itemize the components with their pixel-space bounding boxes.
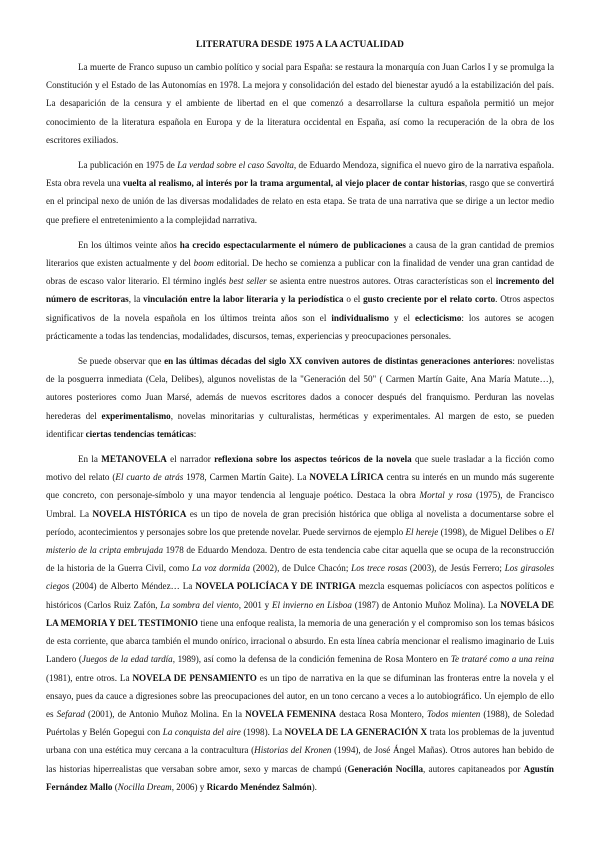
italic-title: La voz dormida <box>191 563 251 574</box>
text-run: (1987) de Antonio Muñoz Molina). La <box>351 599 501 610</box>
text-run: : novelistas de la posguerra inmediata (Cela, Delibes), algunos novelistas de la "Generación del 50" ( Carmen Martín Gaite, Ana María Matute…), autores posteriores como Juan Marsé, además de nuevos escritores dados a conocer después del franquismo. Perduran las novelas herederas del <box>46 356 555 421</box>
text-run: (2004) de Alberto Méndez… La <box>69 581 196 592</box>
bold-text: NOVELA HISTÓRICA <box>92 508 187 519</box>
text-run: (2001), de Antonio Muñoz Molina. En la <box>84 708 246 719</box>
italic-title: Nocilla Dream <box>117 781 172 792</box>
text-run: tiene una enfoque realista, la memoria de una generación y el compromiso son los temas básicos de esta corriente, que abarca también el mundo onírico, irracional o absurdo. En esta línea cabría mencionar el realismo imaginario de Luis Landero ( <box>46 617 554 665</box>
italic-title: Los trece rosas <box>351 563 408 574</box>
italic-title: La conquista del aire <box>162 727 241 738</box>
italic-title: El hereje <box>405 526 439 537</box>
bold-text: vuelta al realismo, al interés por la trama argumental, al viejo placer de contar historias <box>122 178 465 189</box>
bold-text: individualismo <box>331 312 389 323</box>
text-run: destaca Rosa Montero, <box>336 708 428 719</box>
bold-text: NOVELA DE LA MEMORIA Y DEL TESTIMONIO <box>46 599 554 628</box>
text-run: , 2006) y <box>171 781 207 792</box>
text-run: trata los problemas de la juventud urbana con una estética muy cercana a la contracultura ( <box>46 727 555 756</box>
text-run: Se puede observar que <box>78 356 165 367</box>
text-run: (2003), de Jesús Ferrero; <box>407 563 505 574</box>
text-run: (2002), de Dulce Chacón; <box>250 563 352 574</box>
italic-title: Los girasoles ciegos <box>46 563 554 592</box>
text-run: , la <box>128 294 144 305</box>
italic-title: Sefarad <box>56 708 85 719</box>
bold-text: NOVELA DE LA GENERACIÓN X <box>284 727 428 738</box>
text-run: (1998). La <box>240 727 285 738</box>
bold-text: incremento del número de escritoras <box>46 276 554 305</box>
bold-text: Agustín Fernández Mallo <box>46 763 554 792</box>
bold-text: gusto creciente por el relato corto <box>363 294 496 305</box>
bold-text: METANOVELA <box>101 454 167 465</box>
bold-text: ciertas tendencias temáticas <box>85 428 194 439</box>
paragraph-5 <box>46 450 554 796</box>
bold-text: reflexiona sobre los aspectos teóricos de la novela <box>214 454 412 465</box>
text-run: editorial. De hecho se comienza a publicar con la finalidad de vender una gran cantidad de obras de escaso valor literario. El término inglés <box>46 258 554 287</box>
text-run: . Otros aspectos significativos de la novela española en los últimos treinta años son el <box>46 294 555 323</box>
text-run: (1994), de José Ángel Mañas). Otros autores han bebido de las historias hiperrealistas que versaban sobre amor, sexo y marcas de champú ( <box>46 745 554 774</box>
italic-title: El misterio de la cripta embrujada <box>46 526 555 556</box>
bold-text: Ricardo Menéndez Salmón <box>206 781 312 792</box>
text-run: (1975), de Francisco Umbral. La <box>46 490 554 519</box>
text-run: y el <box>388 312 415 323</box>
text-run: es un tipo de narrativa en la que se difuminan las fronteras entre la novela y el ensayo, pues da cauce a digresiones sobre las preocupaciones del autor, en un tono cercano a veces a lo autobiográfico. Un ejemplo de ello es <box>46 672 555 719</box>
paragraph-3 <box>46 236 554 345</box>
text-run: , rasgo que se convertirá en el principal nexo de unión de las diversas modalidades de relato en esta etapa. Se trata de una narrativa que se dirige a un lector medio que prefiere el entretenimiento a la complejidad narrativa. <box>46 178 554 225</box>
bold-text: eclecticismo <box>414 312 462 323</box>
bold-text: en las últimas décadas del siglo XX conviven autores de distintas generaciones anteriores <box>164 356 513 367</box>
text-run: : los autores se acogen prácticamente a todas las tendencias, modalidades, discursos, temas, experiencias y preocupaciones personales. <box>46 312 554 341</box>
bold-text: NOVELA LÍRICA <box>309 472 384 483</box>
bold-text: ha crecido espectacularmente el número de publicaciones <box>179 239 406 250</box>
bold-text: Generación Nocilla <box>347 763 424 774</box>
text-run: mezcla esquemas policíacos con aspectos políticos e históricos (Carlos Ruiz Zafón, <box>46 581 554 610</box>
text-run: (1998), de Miguel Delibes o <box>438 526 546 537</box>
paragraph-4 <box>46 352 554 443</box>
bold-text: NOVELA POLICÍACA Y DE INTRIGA <box>195 581 356 592</box>
text-run: el narrador <box>166 454 215 465</box>
text-run: se asienta entre nuestros autores. Otras características son el <box>266 276 496 287</box>
document-body <box>46 58 554 796</box>
italic-title: La sombra del viento <box>160 599 239 610</box>
text-run: En la <box>78 454 102 465</box>
paragraph-2 <box>46 156 554 229</box>
text-run: La muerte de Franco supuso un cambio político y social para España: se restaura la monarquía con Juan Carlos I y se promulga la Constitución y el Estado de las Autonomías en 1978. La mejora y consolidación del estado del bienestar ayudó a la estabilización del país. La desaparición de la censura y el ambiente de libertad en el que comenzó a desarrollarse la cultura española permitió un mejor conocimiento de la literatura española en Europa y de la literatura occidental en España, así como la recuperación de la obra de los escritores exiliados. <box>46 62 554 145</box>
italic-title: Todos mienten <box>427 708 481 719</box>
text-run: es un tipo de novela de gran precisión histórica que obliga al novelista a documentarse sobre el período, acontecimientos y personajes sobre los que pretende novelar. Puede servirnos de ejemplo <box>46 508 554 537</box>
italic-title: Te trataré como a una reina <box>450 654 554 665</box>
bold-text: vinculación entre la labor literaria y la periodística <box>143 294 344 305</box>
italic-title: El invierno en Lisboa <box>271 599 352 610</box>
text-run: , novelas minoritarias y culturalistas, herméticas y experimentales. Al margen de esto, se pueden identificar <box>46 410 555 439</box>
text-run: , 1989), así como la defensa de la condición femenina de Rosa Montero en <box>172 654 451 665</box>
text-run: 1978 de Eduardo Mendoza. Dentro de esta tendencia cabe citar aquella que se ocupa de la reconstrucción de la historia de la Guerra Civil, como <box>46 545 555 574</box>
text-run: (1988), de Soledad Puértolas y Belén Gopegui con <box>46 708 554 738</box>
text-run: En los últimos veinte años <box>78 239 180 250</box>
text-run: , de Eduardo Mendoza, significa el nuevo giro de la narrativa española. Esta obra revela una <box>46 160 554 189</box>
text-run: o el <box>343 294 364 305</box>
italic-title: Mortal y rosa <box>419 490 473 501</box>
text-run: La publicación en 1975 de <box>78 160 178 171</box>
italic-title: best seller <box>228 276 267 287</box>
text-run: (1981), entre otros. La <box>46 672 133 683</box>
text-run: : <box>193 428 197 439</box>
text-run: a causa de la gran cantidad de premios literarios que existen actualmente y del <box>46 239 554 269</box>
text-run: que suele trasladar a la ficción como motivo del relato ( <box>46 454 554 483</box>
bold-text: NOVELA DE PENSAMIENTO <box>132 672 257 683</box>
italic-title: Historias del Kronen <box>254 745 332 756</box>
text-run: ). <box>311 781 317 792</box>
text-run: , 2001 y <box>238 599 272 610</box>
text-run: 1978, Carmen Martín Gaite). La <box>183 472 310 483</box>
italic-title: El cuarto de atrás <box>115 472 184 483</box>
text-run: ( <box>112 781 118 792</box>
text-run: centra su interés en un mundo más sugerente que concreto, con personaje-símbolo y una mayor tendencia al lenguaje poético. Destaca la obra <box>46 472 554 501</box>
italic-title: boom <box>193 258 214 269</box>
bold-text: experimentalismo <box>101 410 171 421</box>
paragraph-1 <box>46 58 554 149</box>
text-run: , autores capitaneados por <box>423 763 524 774</box>
document-title: LITERATURA DESDE 1975 A LA ACTUALIDAD <box>196 40 404 50</box>
bold-text: NOVELA FEMENINA <box>245 708 337 719</box>
italic-title: La verdad sobre el caso Savolta <box>177 160 294 171</box>
italic-title: Juegos de la edad tardía <box>81 654 173 665</box>
